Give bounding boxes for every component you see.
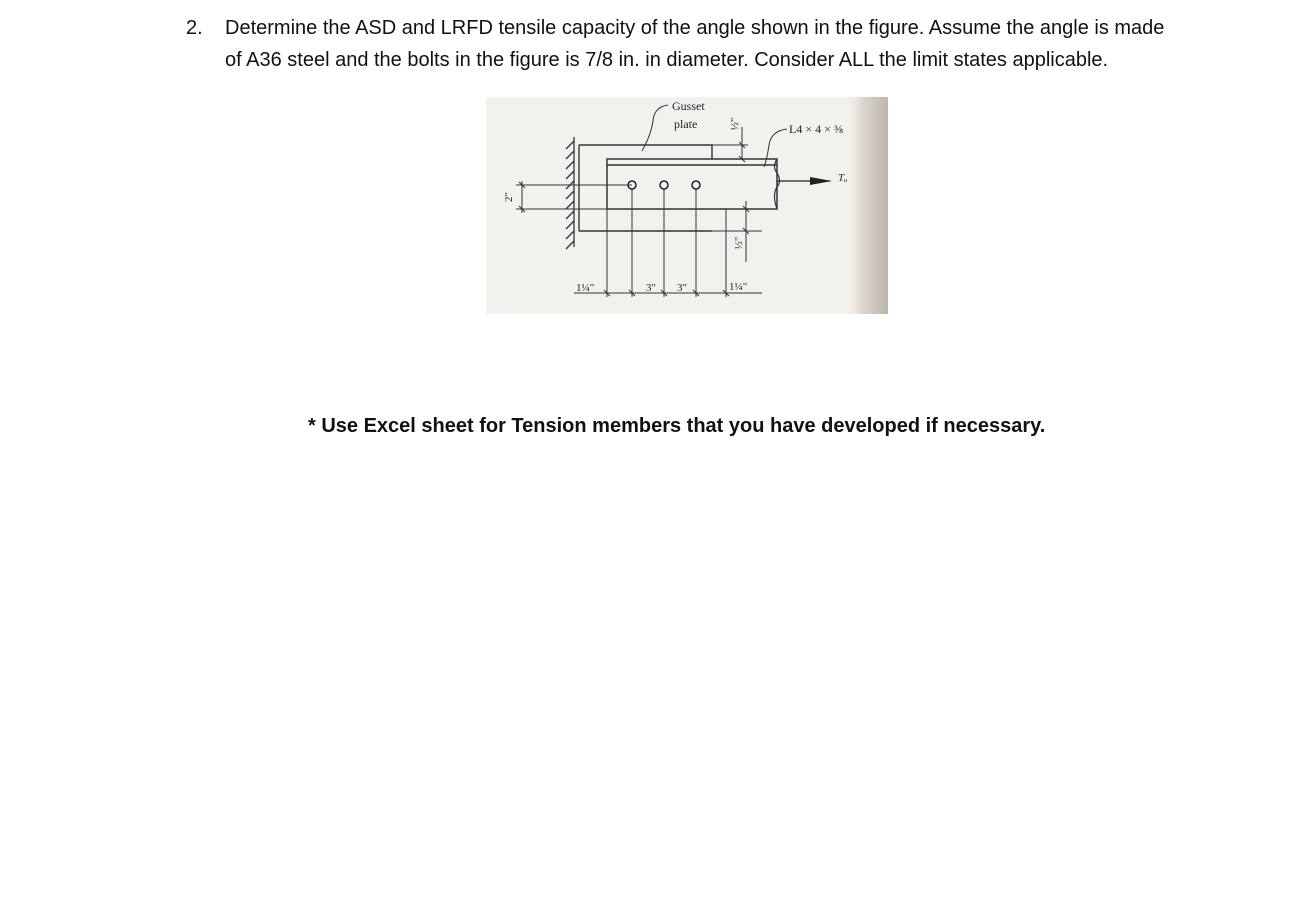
bolt-2 bbox=[660, 181, 668, 189]
angle-label: L4 × 4 × ⅜ bbox=[789, 122, 843, 136]
excel-note: * Use Excel sheet for Tension members that you have developed if necessary. bbox=[308, 415, 1046, 437]
dim-pitch-2: 3" bbox=[677, 282, 687, 294]
dim-left-vertical: 2" bbox=[503, 192, 515, 202]
dim-bottom-vertical: ½" bbox=[733, 236, 745, 250]
gusset-label-1: Gusset bbox=[672, 99, 705, 113]
question-line-1: Determine the ASD and LRFD tensile capacity of the angle shown in the figure. Assume the angle is made bbox=[225, 17, 1165, 39]
dim-end-right: 1¼" bbox=[729, 281, 748, 293]
question-number: 2. bbox=[186, 17, 203, 39]
gusset-label-2: plate bbox=[674, 117, 698, 131]
scan-edge-shadow bbox=[844, 97, 888, 314]
connection-figure bbox=[486, 97, 888, 314]
force-label: Tᵤ bbox=[838, 172, 848, 184]
question-text bbox=[225, 12, 1240, 76]
bolt-3 bbox=[692, 181, 700, 189]
connection-drawing bbox=[486, 97, 888, 314]
dim-top-vertical: ½" bbox=[729, 117, 741, 131]
dim-end-left: 1¼" bbox=[576, 282, 595, 294]
question-line-2: of A36 steel and the bolts in the figure is 7/8 in. in diameter. Consider ALL the limit states applicable. bbox=[225, 49, 1109, 71]
dim-pitch-1: 3" bbox=[646, 282, 656, 294]
